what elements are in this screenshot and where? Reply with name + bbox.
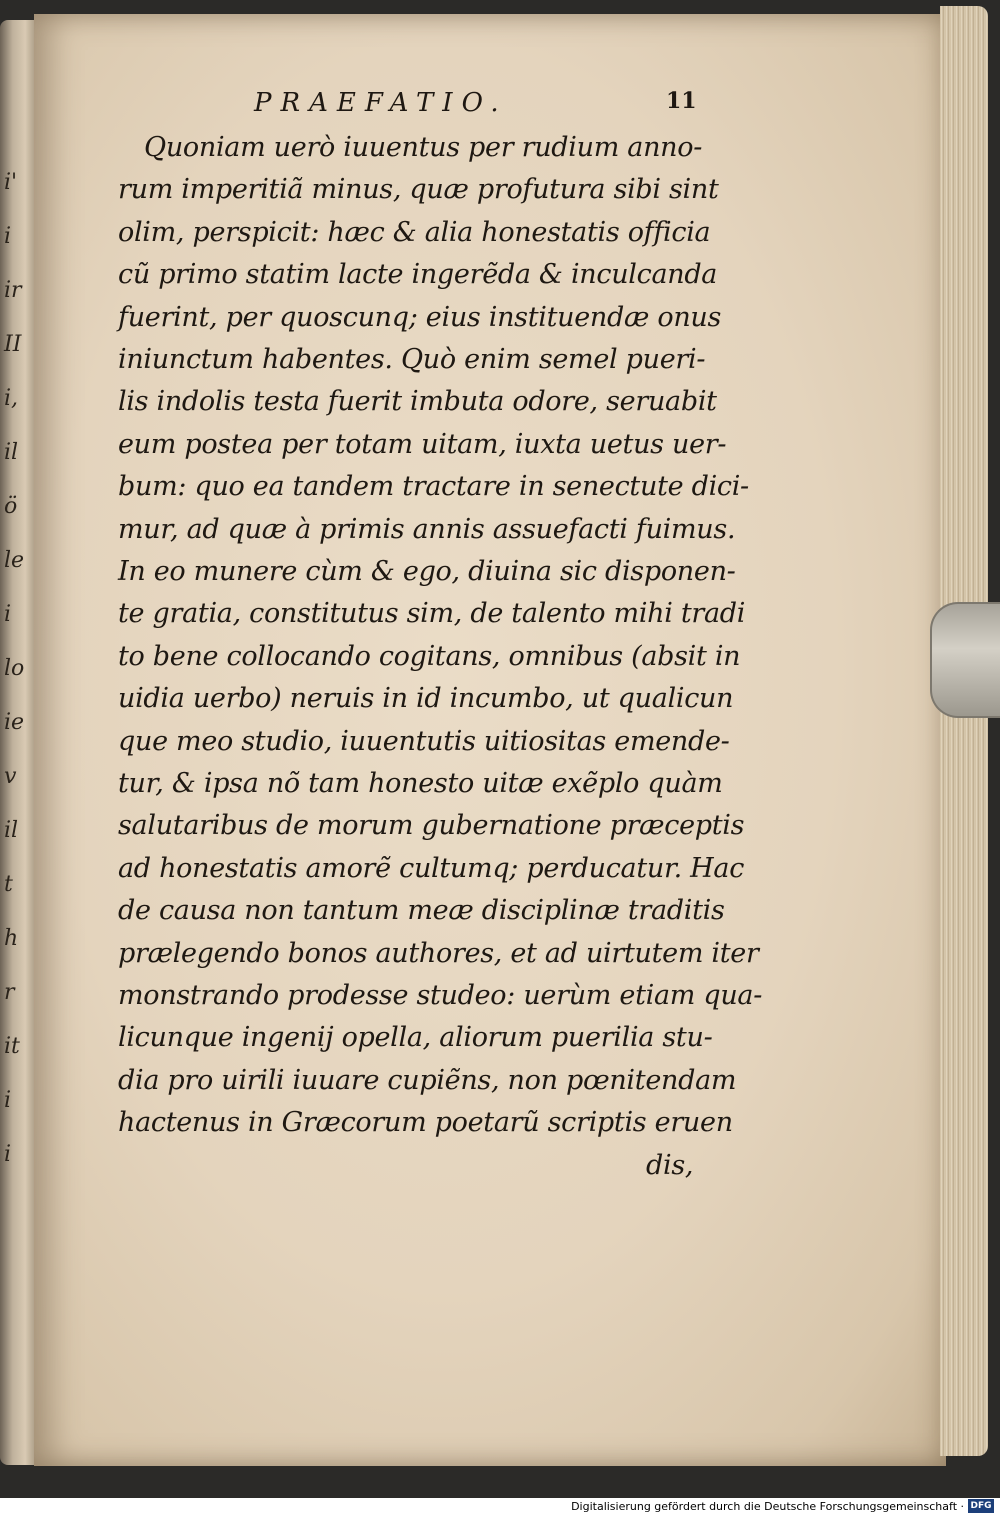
footer-bar (0, 1498, 1000, 1516)
margin-fragment: i (4, 224, 12, 249)
folio-number: 11 (666, 88, 697, 114)
text-line: de causa non tantum meæ disciplinæ traditis (118, 895, 725, 927)
text-line: hactenus in Græcorum poetarũ scriptis eruen (118, 1107, 733, 1139)
text-line: mur, ad quæ à primis annis assuefacti fuimus. (118, 513, 736, 545)
catchword: dis, (646, 1149, 694, 1181)
margin-fragment: h (4, 926, 19, 951)
text-line: uidia uerbo) neruis in id incumbo, ut qualicun (118, 683, 734, 715)
page-stack-edge (940, 6, 988, 1456)
text-line: tur, & ipsa nõ tam honesto uitæ exẽplo quàm (118, 768, 723, 799)
text-line: bum: quo ea tandem tractare in senectute dici- (118, 471, 749, 503)
margin-fragment: i, (4, 386, 19, 411)
running-head: PRAEFATIO. (254, 88, 508, 118)
margin-fragment: t (4, 872, 13, 897)
margin-fragment: i (4, 602, 12, 627)
footer-credit: Digitalisierung gefördert durch die Deutsche Forschungsgemeinschaft · (571, 1500, 964, 1513)
text-line: salutaribus de morum gubernatione præceptis (118, 810, 745, 842)
dfg-logo: DFG (968, 1499, 994, 1513)
text-line: rum imperitiã minus, quæ profutura sibi sint (118, 174, 719, 206)
margin-fragment: ö (4, 494, 18, 519)
text-block (118, 132, 763, 1192)
text-line: lis indolis testa fuerit imbuta odore, seruabit (118, 386, 717, 418)
text-line: cũ primo statim lacte ingerẽda & inculcanda (118, 259, 718, 291)
text-line: monstrando prodesse studeo: uerùm etiam qua- (118, 980, 763, 1011)
margin-fragment: il (4, 818, 19, 843)
book-page (34, 14, 946, 1466)
text-line: Quoniam uerò iuuentus per rudium anno- (144, 132, 703, 163)
text-line: In eo munere cùm & ego, diuina sic disponen- (118, 556, 736, 587)
book-clasp (930, 602, 1000, 718)
text-line: fuerint, per quoscunq; eius instituendæ onus (118, 301, 722, 333)
margin-fragment: i (4, 1142, 12, 1167)
text-line: ad honestatis amorẽ cultumq; perducatur. Hac (118, 852, 745, 884)
margin-fragment: v (4, 764, 17, 789)
margin-fragment: i' (4, 170, 18, 195)
text-line: dia pro uirili iuuare cupiẽns, non pœnitendam (118, 1064, 737, 1096)
text-line: que meo studio, iuuentutis uitiositas emende- (118, 725, 730, 757)
margin-fragment: ie (4, 710, 25, 735)
text-line: olim, perspicit: hæc & alia honestatis officia (118, 216, 711, 248)
text-line: te gratia, constitutus sim, de talento mihi tradi (118, 598, 746, 630)
text-line: to bene collocando cogitans, omnibus (absit in (118, 640, 741, 672)
margin-fragment: le (4, 548, 25, 573)
text-line: licunque ingenij opella, aliorum puerilia stu- (118, 1022, 713, 1054)
margin-fragment: il (4, 440, 19, 465)
margin-fragment: ir (4, 278, 22, 303)
margin-fragment: it (4, 1034, 20, 1059)
margin-fragment: i (4, 1088, 12, 1113)
margin-fragment: lo (4, 656, 25, 681)
text-line: eum postea per totam uitam, iuxta uetus uer- (118, 428, 727, 460)
margin-fragment: r (4, 980, 15, 1005)
margin-fragment: II (4, 332, 22, 357)
text-line: iniunctum habentes. Quò enim semel pueri- (118, 344, 706, 375)
text-line: prælegendo bonos authores, et ad uirtutem iter (118, 937, 759, 969)
